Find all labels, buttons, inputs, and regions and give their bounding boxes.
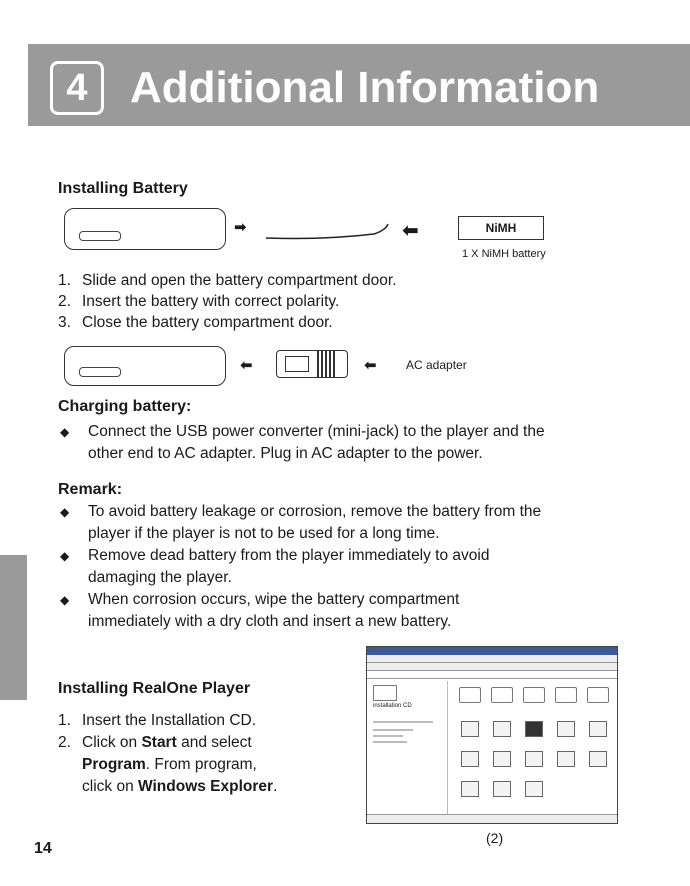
- file-icon: [525, 721, 543, 737]
- arrow-left-icon: ⬅: [364, 357, 377, 374]
- remark-list: ◆ To avoid battery leakage or corrosion, remove the battery from the player if the player is not to be used for a long time. ◆ Remove dead battery from the player immediately to avoid damaging the player. ◆ When corrosion occurs, wipe the battery compartment immediately with a dry cloth and insert a new battery.: [58, 501, 658, 633]
- battery-diagram: [58, 206, 558, 264]
- battery-label: NiMH: [458, 216, 544, 240]
- player-illustration: [64, 208, 226, 250]
- adapter-plug-illustration: [276, 350, 348, 378]
- list-item: 2. Click on Start and select Program. From program, click on Windows Explorer.: [58, 734, 278, 795]
- diamond-bullet-icon: ◆: [60, 549, 70, 563]
- arrow-right-icon: ➡: [234, 219, 247, 236]
- file-icon: [461, 721, 479, 737]
- windows-explorer-keyword: Windows Explorer: [138, 778, 274, 795]
- file-icon: [525, 751, 543, 767]
- explorer-left-pane: installation CD: [369, 681, 448, 815]
- player-illustration: [64, 346, 226, 386]
- folder-icon: [523, 687, 545, 703]
- diamond-bullet-icon: ◆: [60, 505, 70, 519]
- file-icon: [461, 751, 479, 767]
- charging-bullet: ◆ Connect the USB power converter (mini-jack) to the player and the other end to AC adapter. Plug in AC adapter to the power.: [60, 423, 545, 462]
- file-icon: [589, 721, 607, 737]
- start-keyword: Start: [141, 734, 177, 751]
- list-item: 1. Slide and open the battery compartment door.: [58, 272, 397, 289]
- list-item: ◆ When corrosion occurs, wipe the battery compartment: [58, 589, 658, 611]
- chapter-title: Additional Information: [130, 63, 600, 112]
- file-icon: [461, 781, 479, 797]
- file-icon: [493, 781, 511, 797]
- side-tab: [0, 555, 27, 700]
- file-icon: [493, 721, 511, 737]
- diamond-bullet-icon: ◆: [60, 593, 70, 607]
- screenshot-caption: (2): [486, 830, 504, 846]
- page-number: 14: [34, 840, 52, 857]
- folder-icon: [555, 687, 577, 703]
- file-icon: [589, 751, 607, 767]
- list-item: 2. Insert the battery with correct polarity.: [58, 293, 340, 310]
- folder-icon: [459, 687, 481, 703]
- program-keyword: Program: [82, 756, 146, 773]
- diamond-bullet-icon: ◆: [60, 425, 70, 439]
- ac-adapter-label: AC adapter: [406, 358, 467, 372]
- arrow-left-icon: ⬅: [402, 220, 419, 242]
- folder-icon: [491, 687, 513, 703]
- arrow-left-icon: ⬅: [240, 357, 253, 374]
- explorer-screenshot: [366, 646, 618, 824]
- installing-battery-heading: Installing Battery: [58, 180, 188, 197]
- list-item: ◆ Remove dead battery from the player immediately to avoid: [58, 545, 658, 567]
- battery-steps: [58, 270, 397, 333]
- charging-heading: Charging battery:: [58, 398, 192, 415]
- folder-icon: [587, 687, 609, 703]
- battery-door-illustration: [264, 216, 390, 242]
- realone-steps: [58, 710, 358, 798]
- list-item: 3. Close the battery compartment door.: [58, 314, 333, 331]
- file-icon: [557, 751, 575, 767]
- file-icon: [525, 781, 543, 797]
- ac-adapter-diagram: [58, 344, 558, 392]
- remark-heading: Remark:: [58, 481, 123, 498]
- file-icon: [493, 751, 511, 767]
- list-item: ◆ To avoid battery leakage or corrosion, remove the battery from the: [58, 501, 658, 523]
- realone-heading: Installing RealOne Player: [58, 680, 251, 697]
- battery-caption: 1 X NiMH battery: [462, 248, 546, 260]
- chapter-number: 4: [50, 61, 104, 115]
- list-item: 1. Insert the Installation CD.: [58, 712, 257, 729]
- file-icon: [557, 721, 575, 737]
